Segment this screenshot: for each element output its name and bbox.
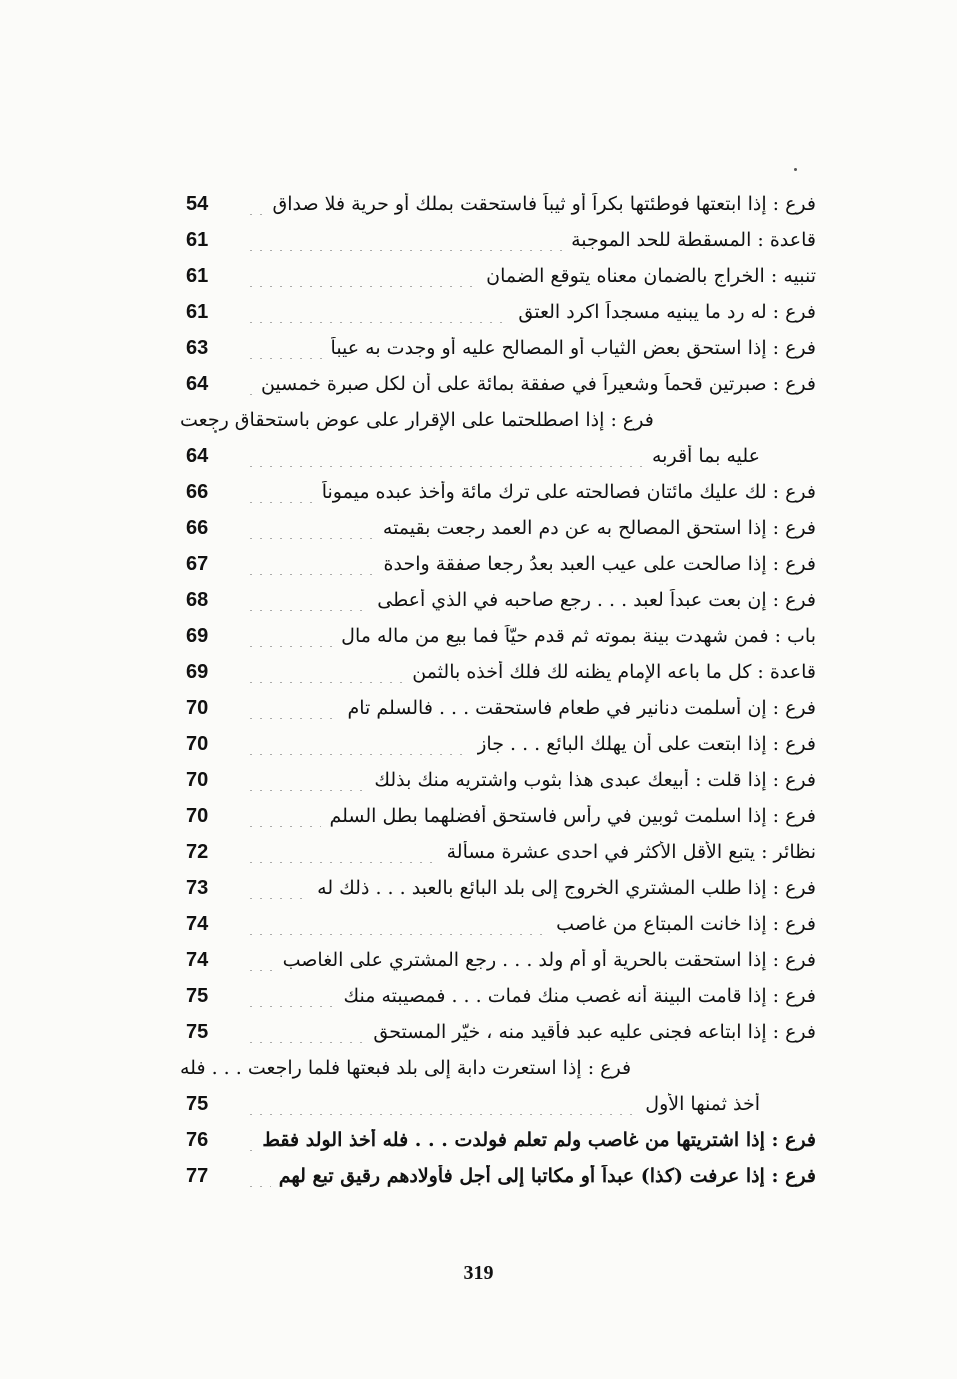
toc-entry[interactable] bbox=[180, 294, 816, 330]
leader-dots bbox=[246, 625, 333, 647]
leader-dots bbox=[246, 301, 510, 323]
entry-title: فرع : إذا استحق بعض الثياب أو المصالح عليه أو وجدت به عيباً bbox=[330, 337, 816, 359]
table-of-contents bbox=[180, 186, 816, 1194]
entry-title: تنبيه : الخراج بالضمان معناه يتوقع الضمان bbox=[486, 265, 816, 287]
entry-page-number: 75 bbox=[186, 1020, 209, 1043]
entry-title: نظائر : يتبع الأقل الأكثر في احدى عشرة مسألة bbox=[446, 841, 816, 863]
entry-title: فرع : إذا اشتريتها من غاصب ولم تعلم فولدت . . . فله أخذ الولد فقط bbox=[262, 1129, 816, 1151]
leader-dots bbox=[246, 1129, 254, 1151]
toc-entry[interactable] bbox=[180, 618, 816, 654]
entry-title: فرع : إذا صالحت على عيب العبد بعدُ رجعا صفقة واحدة bbox=[383, 553, 816, 575]
leader-dots bbox=[246, 1165, 271, 1187]
toc-entry[interactable] bbox=[180, 366, 816, 402]
toc-entry[interactable] bbox=[180, 906, 816, 942]
entry-page-number: 69 bbox=[186, 660, 209, 683]
entry-title: أخذ ثمنها الأول bbox=[645, 1093, 760, 1115]
entry-page-number: 74 bbox=[186, 912, 209, 935]
toc-entry[interactable] bbox=[180, 222, 816, 258]
toc-entry[interactable] bbox=[180, 834, 816, 870]
leader-dots bbox=[246, 517, 375, 539]
entry-page-number: 76 bbox=[186, 1128, 209, 1151]
entry-title: فرع : له رد ما يبنيه مسجداً اكرد العتق bbox=[518, 301, 816, 323]
entry-title: فرع : لك عليك مائتان فصالحته على ترك مائة وأخذ عبده ميموناً bbox=[321, 481, 816, 503]
entry-page-number: 61 bbox=[186, 300, 209, 323]
entry-page-number: 77 bbox=[186, 1164, 209, 1187]
entry-page-number: 61 bbox=[186, 264, 209, 287]
toc-entry[interactable] bbox=[180, 258, 816, 294]
entry-page-number: 69 bbox=[186, 624, 209, 647]
entry-title: فرع : إذا اسلمت ثوبين في رأس فاستحق أفضلهما بطل السلم bbox=[329, 805, 816, 827]
toc-entry[interactable] bbox=[180, 762, 816, 798]
toc-entry[interactable] bbox=[180, 1158, 816, 1194]
toc-entry[interactable] bbox=[180, 1014, 816, 1050]
entry-page-number: 68 bbox=[186, 588, 209, 611]
leader-dots bbox=[246, 985, 336, 1007]
leader-dots bbox=[246, 265, 478, 287]
entry-title: فرع : إذا قلت : أبيعك عبدى هذا بثوب واشتريه منك بذلك bbox=[374, 769, 816, 791]
toc-entry[interactable] bbox=[180, 978, 816, 1014]
entry-page-number: 67 bbox=[186, 552, 209, 575]
toc-entry[interactable] bbox=[180, 510, 816, 546]
entry-title: فرع : إذا ابتاعه فجنى عليه عبد فأقيد منه ، خيّر المستحق bbox=[373, 1021, 816, 1043]
entry-title: قاعدة : كل ما باعه الإمام يظنه لك فلك أخذه بالثمن bbox=[412, 661, 816, 683]
entry-page-number: 70 bbox=[186, 732, 209, 755]
toc-entry-first-line: فرع : إذا استعرت دابة إلى بلد فبعتها فلما راجعت . . . فله bbox=[180, 1057, 632, 1079]
entry-title: فرع : إذا خانت المبتاع من غاصب bbox=[556, 913, 816, 935]
entry-title: فرع : إذا قامت البينة أنه غصب منك فمات . . . فمصيبته منك bbox=[343, 985, 816, 1007]
entry-title: فرع : إذا عرفت (كذا) عبداً أو مكاتبا إلى أجل فأولادهم رقيق تبع لهم bbox=[278, 1165, 816, 1187]
entry-page-number: 70 bbox=[186, 804, 209, 827]
leader-dots bbox=[246, 553, 376, 575]
leader-dots bbox=[246, 805, 321, 827]
entry-title: فرع : إذا ابتعتها فوطئتها بكراً أو ثيباً فاستحقت بملك أو حرية فلا صداق bbox=[272, 193, 816, 215]
entry-title: باب : فمن شهدت بينة بموته ثم قدم حيّاً فما بيع من ماله مال bbox=[341, 625, 816, 647]
toc-entry[interactable] bbox=[180, 690, 816, 726]
entry-page-number: 66 bbox=[186, 480, 209, 503]
toc-entry[interactable] bbox=[180, 1122, 816, 1158]
entry-title: فرع : إذا استحق المصالح به عن دم العمد رجعت بقيمته bbox=[382, 517, 816, 539]
entry-title: فرع : إذا ابتعت على أن يهلك البائع . . . جاز bbox=[477, 733, 816, 755]
toc-entry[interactable] bbox=[180, 474, 816, 510]
entry-page-number: 70 bbox=[186, 768, 209, 791]
leader-dots bbox=[246, 481, 314, 503]
toc-entry[interactable] bbox=[180, 654, 816, 690]
entry-page-number: 61 bbox=[186, 228, 209, 251]
toc-entry[interactable] bbox=[180, 870, 816, 906]
toc-entry[interactable] bbox=[180, 546, 816, 582]
leader-dots bbox=[246, 913, 548, 935]
leader-dots bbox=[246, 445, 644, 467]
leader-dots bbox=[246, 373, 253, 395]
leader-dots bbox=[246, 841, 439, 863]
entry-page-number: 73 bbox=[186, 876, 209, 899]
leader-dots bbox=[246, 949, 275, 971]
entry-page-number: 72 bbox=[186, 840, 209, 863]
entry-title: عليه بما أقربه bbox=[651, 445, 760, 467]
toc-entry[interactable] bbox=[180, 1086, 816, 1122]
page-number: 319 bbox=[463, 1262, 494, 1284]
scan-speck bbox=[794, 168, 797, 171]
toc-entry[interactable] bbox=[180, 942, 816, 978]
entry-page-number: 64 bbox=[186, 444, 209, 467]
entry-title: فرع : إذا استحقت بالحرية أو أم ولد . . . رجع المشتري على الغاصب bbox=[282, 949, 816, 971]
toc-entry[interactable] bbox=[180, 438, 816, 474]
entry-title: قاعدة : المسقطة للحد الموجبة bbox=[571, 229, 816, 251]
leader-dots bbox=[246, 733, 469, 755]
entry-title: فرع : إذا طلب المشتري الخروج إلى بلد البائع بالعبد . . . ذلك له bbox=[317, 877, 816, 899]
toc-entry-first-line: فرع : إذا اصطلحتما على الإقرار على عوض باستحقاق رجعت bbox=[180, 409, 654, 431]
entry-page-number: 64 bbox=[186, 372, 209, 395]
toc-entry[interactable] bbox=[180, 330, 816, 366]
toc-entry[interactable] bbox=[180, 726, 816, 762]
leader-dots bbox=[246, 661, 404, 683]
entry-page-number: 66 bbox=[186, 516, 209, 539]
leader-dots bbox=[246, 229, 563, 251]
toc-entry[interactable] bbox=[180, 582, 816, 618]
entry-page-number: 63 bbox=[186, 336, 209, 359]
leader-dots bbox=[246, 1093, 637, 1115]
leader-dots bbox=[246, 697, 339, 719]
leader-dots bbox=[246, 877, 309, 899]
entry-title: فرع : صبرتين قحماً وشعيراً في صفقة بمائة على أن لكل صبرة خمسين bbox=[260, 373, 816, 395]
leader-dots bbox=[246, 589, 369, 611]
toc-entry[interactable] bbox=[180, 186, 816, 222]
entry-page-number: 54 bbox=[186, 192, 209, 215]
entry-page-number: 74 bbox=[186, 948, 209, 971]
leader-dots bbox=[246, 337, 323, 359]
leader-dots bbox=[246, 193, 265, 215]
leader-dots bbox=[246, 1021, 365, 1043]
entry-page-number: 75 bbox=[186, 984, 209, 1007]
entry-title: فرع : إن أسلمت دنانير في طعام فاستحقت . . . فالسلم تام bbox=[347, 697, 816, 719]
entry-title: فرع : إن بعت عبداً لعبد . . . رجع صاحبه في الذي أعطى bbox=[377, 589, 816, 611]
toc-entry[interactable] bbox=[180, 798, 816, 834]
entry-page-number: 75 bbox=[186, 1092, 209, 1115]
leader-dots bbox=[246, 769, 366, 791]
entry-page-number: 70 bbox=[186, 696, 209, 719]
